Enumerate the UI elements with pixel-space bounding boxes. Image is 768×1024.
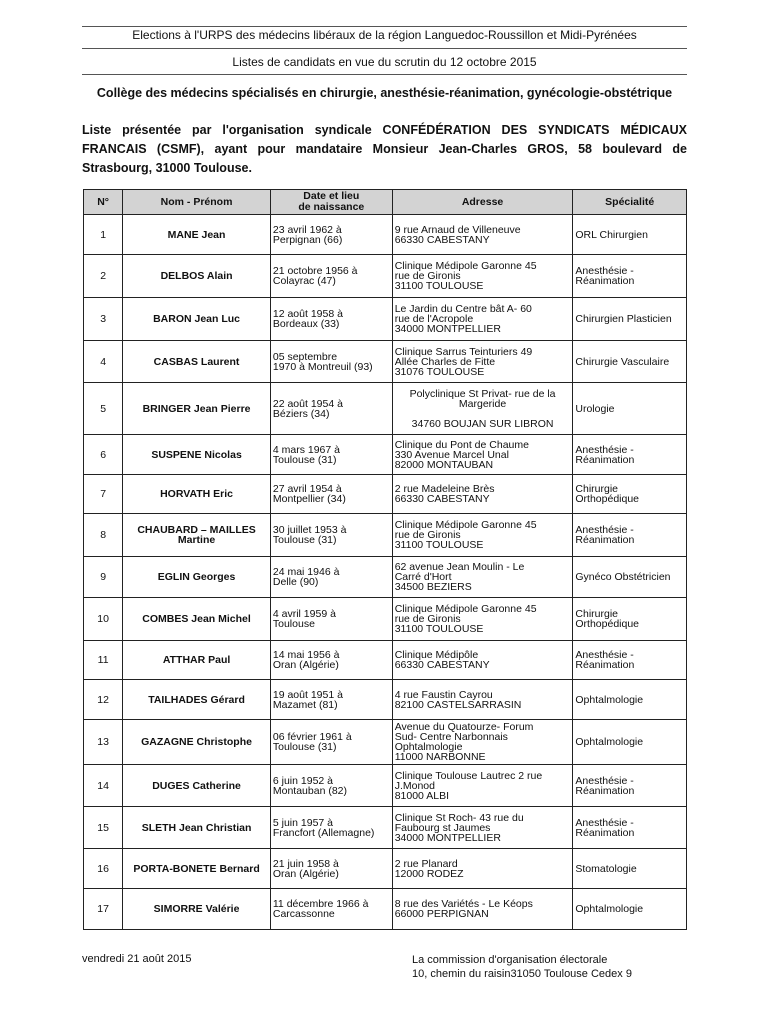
table-row bbox=[84, 514, 687, 557]
cell-birth: 27 avril 1954 à Montpellier (34) bbox=[270, 475, 392, 514]
cell-name: DUGES Catherine bbox=[123, 765, 271, 807]
cell-name: EGLIN Georges bbox=[123, 557, 271, 598]
cell-birth: 05 septembre 1970 à Montreuil (93) bbox=[270, 341, 392, 383]
cell-birth: 24 mai 1946 à Delle (90) bbox=[270, 557, 392, 598]
col-header-birth: Date et lieu de naissance bbox=[270, 190, 392, 215]
header-subtitle: Listes de candidats en vue du scrutin du 12 octobre 2015 bbox=[232, 55, 537, 69]
table-row bbox=[84, 255, 687, 298]
cell-name: PORTA-BONETE Bernard bbox=[123, 849, 271, 889]
cell-birth: 06 février 1961 à Toulouse (31) bbox=[270, 720, 392, 765]
cell-specialty: Anesthésie - Réanimation bbox=[573, 765, 687, 807]
cell-name: ATTHAR Paul bbox=[123, 641, 271, 680]
table-row bbox=[84, 341, 687, 383]
cell-name: SLETH Jean Christian bbox=[123, 807, 271, 849]
cell-number: 16 bbox=[84, 849, 123, 889]
cell-number: 5 bbox=[84, 383, 123, 435]
cell-name: HORVATH Eric bbox=[123, 475, 271, 514]
table-row bbox=[84, 557, 687, 598]
cell-name: BARON Jean Luc bbox=[123, 298, 271, 341]
cell-birth: 12 août 1958 à Bordeaux (33) bbox=[270, 298, 392, 341]
cell-address: Clinique Toulouse Lautrec 2 rue J.Monod 81000 ALBI bbox=[392, 765, 573, 807]
cell-birth: 6 juin 1952 à Montauban (82) bbox=[270, 765, 392, 807]
cell-address: 8 rue des Variétés - Le Kéops 66000 PERPIGNAN bbox=[392, 889, 573, 930]
table-row bbox=[84, 807, 687, 849]
col-header-name: Nom - Prénom bbox=[123, 190, 271, 215]
cell-birth: 19 août 1951 à Mazamet (81) bbox=[270, 680, 392, 720]
footer-commission bbox=[412, 953, 632, 981]
cell-address: Clinique Médipole Garonne 45 rue de Gironis 31100 TOULOUSE bbox=[392, 598, 573, 641]
college-title: Collège des médecins spécialisés en chirurgie, anesthésie-réanimation, gynécologie-obstétrique bbox=[96, 86, 673, 100]
cell-name: CASBAS Laurent bbox=[123, 341, 271, 383]
cell-number: 17 bbox=[84, 889, 123, 930]
candidates-table bbox=[83, 189, 687, 930]
cell-number: 11 bbox=[84, 641, 123, 680]
col-header-specialty: Spécialité bbox=[573, 190, 687, 215]
cell-address: 2 rue Planard 12000 RODEZ bbox=[392, 849, 573, 889]
table-row bbox=[84, 680, 687, 720]
cell-birth: 21 octobre 1956 à Colayrac (47) bbox=[270, 255, 392, 298]
cell-birth: 4 avril 1959 à Toulouse bbox=[270, 598, 392, 641]
table-row bbox=[84, 765, 687, 807]
footer-commission-name: La commission d'organisation électorale bbox=[412, 954, 608, 966]
cell-number: 9 bbox=[84, 557, 123, 598]
col-header-address: Adresse bbox=[392, 190, 573, 215]
cell-address: Clinique Sarrus Teinturiers 49 Allée Charles de Fitte 31076 TOULOUSE bbox=[392, 341, 573, 383]
cell-specialty: Gynéco Obstétricien bbox=[573, 557, 687, 598]
cell-address: Clinique Médipole Garonne 45 rue de Gironis 31100 TOULOUSE bbox=[392, 255, 573, 298]
cell-specialty: Anesthésie - Réanimation bbox=[573, 255, 687, 298]
cell-specialty: Ophtalmologie bbox=[573, 680, 687, 720]
cell-address: Clinique Médipôle 66330 CABESTANY bbox=[392, 641, 573, 680]
cell-number: 7 bbox=[84, 475, 123, 514]
cell-specialty: Stomatologie bbox=[573, 849, 687, 889]
cell-specialty: ORL Chirurgien bbox=[573, 215, 687, 255]
cell-name: GAZAGNE Christophe bbox=[123, 720, 271, 765]
cell-name: SIMORRE Valérie bbox=[123, 889, 271, 930]
cell-specialty: Chirurgie Orthopédique bbox=[573, 475, 687, 514]
cell-birth: 5 juin 1957 à Francfort (Allemagne) bbox=[270, 807, 392, 849]
cell-specialty: Chirurgien Plasticien bbox=[573, 298, 687, 341]
cell-birth: 21 juin 1958 à Oran (Algérie) bbox=[270, 849, 392, 889]
cell-birth: 23 avril 1962 à Perpignan (66) bbox=[270, 215, 392, 255]
table-row bbox=[84, 475, 687, 514]
cell-specialty: Ophtalmologie bbox=[573, 720, 687, 765]
cell-birth: 14 mai 1956 à Oran (Algérie) bbox=[270, 641, 392, 680]
cell-number: 10 bbox=[84, 598, 123, 641]
footer-date: vendredi 21 août 2015 bbox=[82, 953, 192, 965]
cell-number: 13 bbox=[84, 720, 123, 765]
cell-address: Clinique St Roch- 43 rue du Faubourg st Jaumes 34000 MONTPELLIER bbox=[392, 807, 573, 849]
table-row bbox=[84, 383, 687, 435]
cell-address: Clinique du Pont de Chaume 330 Avenue Marcel Unal 82000 MONTAUBAN bbox=[392, 435, 573, 475]
header-middle-rule bbox=[82, 48, 687, 49]
table-row bbox=[84, 298, 687, 341]
col-header-num: N° bbox=[84, 190, 123, 215]
cell-address: Avenue du Quatourze- Forum Sud- Centre Narbonnais Ophtalmologie 11000 NARBONNE bbox=[392, 720, 573, 765]
table-header-row bbox=[84, 190, 687, 215]
cell-specialty: Ophtalmologie bbox=[573, 889, 687, 930]
table-row bbox=[84, 598, 687, 641]
table-row bbox=[84, 720, 687, 765]
cell-specialty: Anesthésie - Réanimation bbox=[573, 514, 687, 557]
header-title: Elections à l'URPS des médecins libéraux de la région Languedoc-Roussillon et Midi-Pyrénées bbox=[132, 28, 637, 42]
cell-birth: 11 décembre 1966 à Carcassonne bbox=[270, 889, 392, 930]
table-row bbox=[84, 849, 687, 889]
cell-specialty: Anesthésie - Réanimation bbox=[573, 641, 687, 680]
cell-specialty: Chirurgie Vasculaire bbox=[573, 341, 687, 383]
cell-number: 15 bbox=[84, 807, 123, 849]
cell-address: 2 rue Madeleine Brès 66330 CABESTANY bbox=[392, 475, 573, 514]
cell-address: Polyclinique St Privat- rue de la Margeride 34760 BOUJAN SUR LIBRON bbox=[392, 383, 573, 435]
cell-address: 62 avenue Jean Moulin - Le Carré d'Hort 34500 BEZIERS bbox=[392, 557, 573, 598]
cell-name: DELBOS Alain bbox=[123, 255, 271, 298]
cell-address: 4 rue Faustin Cayrou 82100 CASTELSARRASIN bbox=[392, 680, 573, 720]
cell-number: 1 bbox=[84, 215, 123, 255]
cell-name: COMBES Jean Michel bbox=[123, 598, 271, 641]
list-description: Liste présentée par l'organisation syndicale CONFÉDÉRATION DES SYNDICATS MÉDICAUX FRANCAIS (CSMF), ayant pour mandataire Monsieur Jean-Charles GROS, 58 boulevard de Strasbourg, 31000 Toulouse. bbox=[82, 123, 687, 175]
footer-commission-address: 10, chemin du raisin31050 Toulouse Cedex 9 bbox=[412, 968, 632, 980]
table-row bbox=[84, 435, 687, 475]
cell-birth: 30 juillet 1953 à Toulouse (31) bbox=[270, 514, 392, 557]
cell-address: 9 rue Arnaud de Villeneuve 66330 CABESTANY bbox=[392, 215, 573, 255]
header-bottom-rule bbox=[82, 74, 687, 75]
cell-number: 4 bbox=[84, 341, 123, 383]
cell-name: MANE Jean bbox=[123, 215, 271, 255]
cell-number: 12 bbox=[84, 680, 123, 720]
table-row bbox=[84, 889, 687, 930]
cell-specialty: Urologie bbox=[573, 383, 687, 435]
cell-name: BRINGER Jean Pierre bbox=[123, 383, 271, 435]
cell-number: 8 bbox=[84, 514, 123, 557]
cell-specialty: Anesthésie - Réanimation bbox=[573, 807, 687, 849]
table-row bbox=[84, 215, 687, 255]
table-row bbox=[84, 641, 687, 680]
cell-birth: 4 mars 1967 à Toulouse (31) bbox=[270, 435, 392, 475]
cell-name: TAILHADES Gérard bbox=[123, 680, 271, 720]
cell-address: Clinique Médipole Garonne 45 rue de Gironis 31100 TOULOUSE bbox=[392, 514, 573, 557]
cell-specialty: Chirurgie Orthopédique bbox=[573, 598, 687, 641]
cell-number: 3 bbox=[84, 298, 123, 341]
cell-birth: 22 août 1954 à Béziers (34) bbox=[270, 383, 392, 435]
cell-number: 6 bbox=[84, 435, 123, 475]
cell-name: SUSPENE Nicolas bbox=[123, 435, 271, 475]
cell-name: CHAUBARD – MAILLES Martine bbox=[123, 514, 271, 557]
cell-address: Le Jardin du Centre bât A- 60 rue de l'Acropole 34000 MONTPELLIER bbox=[392, 298, 573, 341]
cell-number: 2 bbox=[84, 255, 123, 298]
cell-specialty: Anesthésie - Réanimation bbox=[573, 435, 687, 475]
header-top-rule bbox=[82, 26, 687, 27]
cell-number: 14 bbox=[84, 765, 123, 807]
